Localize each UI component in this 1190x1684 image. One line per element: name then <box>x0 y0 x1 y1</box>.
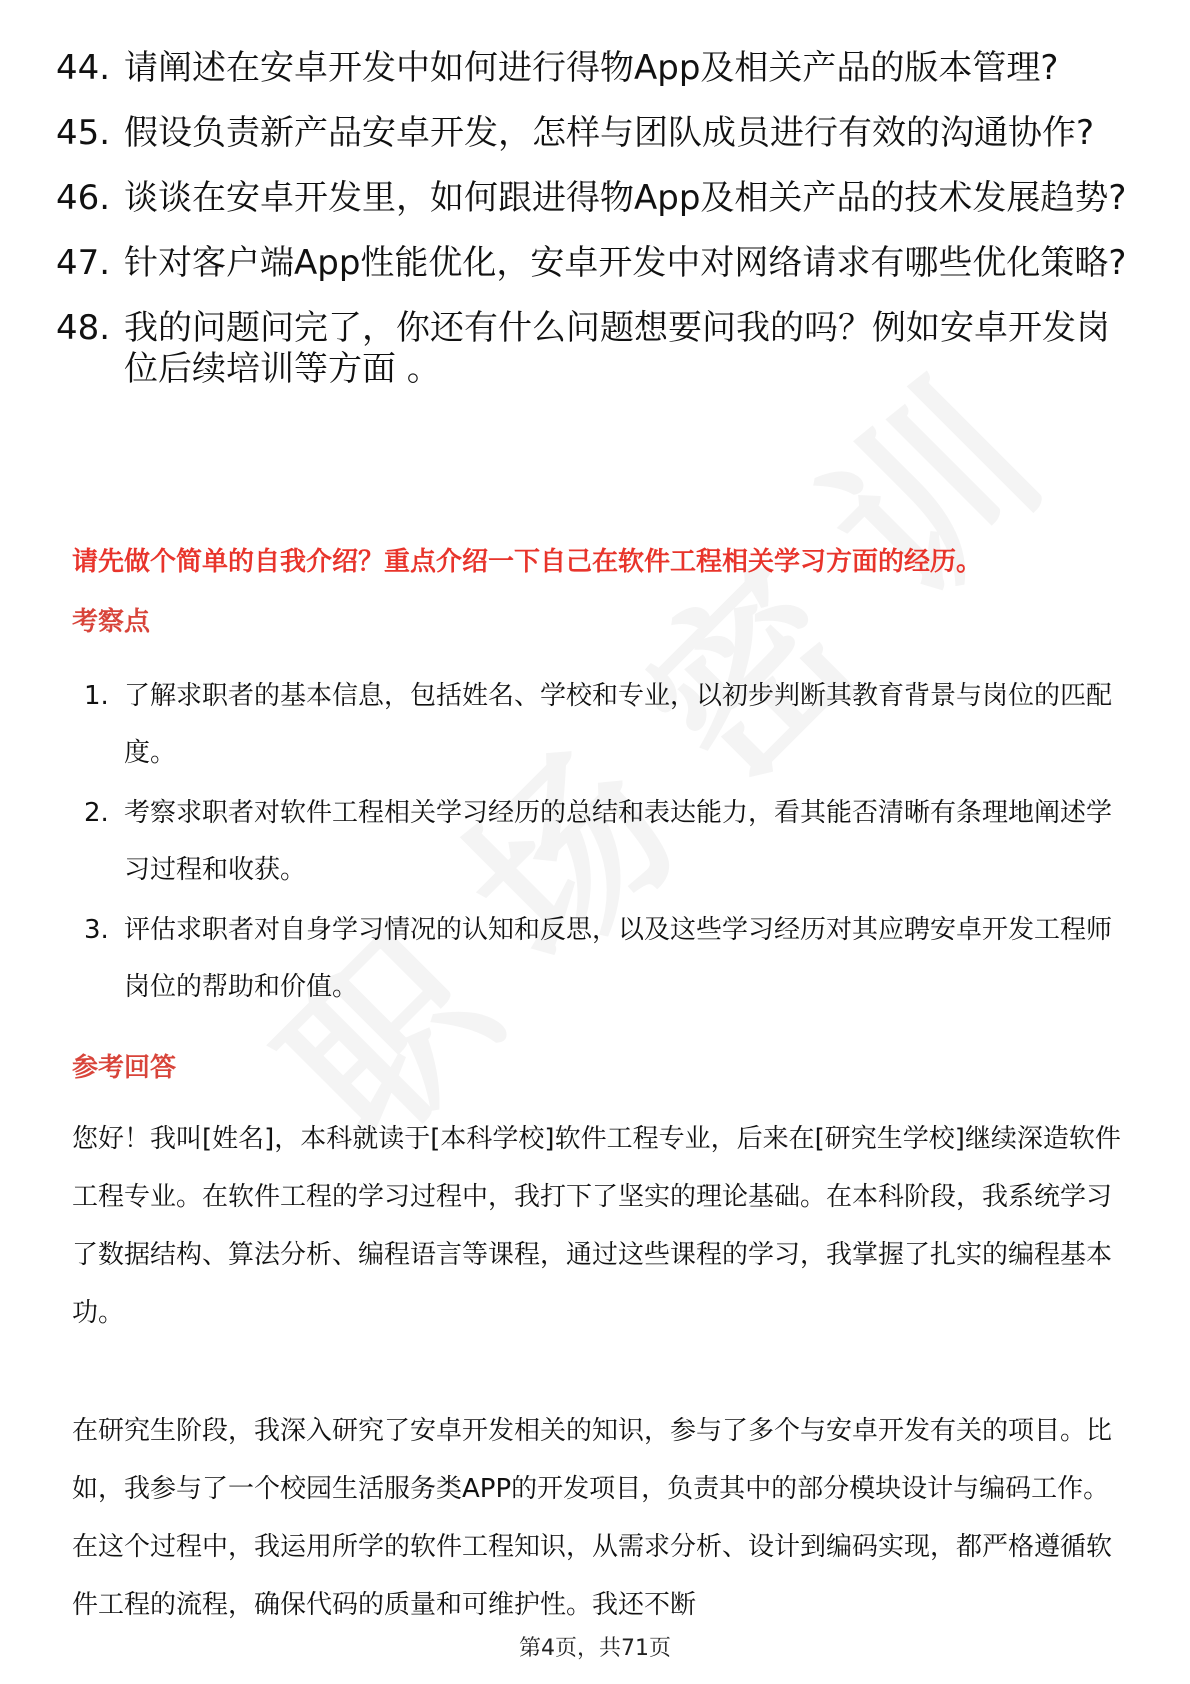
question-item <box>56 243 1136 284</box>
answer-paragraph: 在研究生阶段，我深入研究了安卓开发相关的知识，参与了多个与安卓开发有关的项目。比如，我参与了一个校园生活服务类APP的开发项目，负责其中的部分模块设计与编码工作。在这个过程中，我运用所学的软件工程知识，从需求分析、设计到编码实现，都严格遵循软件工程的流程，确保代码的质量和可维护性。我还不断 <box>72 1416 1113 1620</box>
kaocha-text: 了解求职者的基本信息，包括姓名、学校和专业，以初步判断其教育背景与岗位的匹配度。 <box>124 681 1113 768</box>
kaocha-text: 考察求职者对软件工程相关学习经历的总结和表达能力，看其能否清晰有条理地阐述学习过程和收获。 <box>124 798 1113 885</box>
cankao-label: 参考回答 <box>72 1053 177 1083</box>
kaocha-number: 3. <box>84 915 109 945</box>
question-number: 45. <box>56 113 111 153</box>
kaocha-number: 1. <box>84 681 109 711</box>
question-list <box>56 48 1136 414</box>
question-item <box>56 113 1136 154</box>
kaocha-list <box>84 668 1130 1019</box>
question-text: 假设负责新产品安卓开发，怎样与团队成员进行有效的沟通协作? <box>124 113 1095 153</box>
kaocha-text: 评估求职者对自身学习情况的认知和反思，以及这些学习经历对其应聘安卓开发工程师岗位的帮助和价值。 <box>124 915 1113 1002</box>
question-item <box>56 308 1136 390</box>
question-number: 44. <box>56 48 111 88</box>
kaocha-number: 2. <box>84 798 109 828</box>
question-text: 请阐述在安卓开发中如何进行得物App及相关产品的版本管理? <box>124 48 1059 88</box>
question-number: 47. <box>56 243 111 283</box>
kaocha-item <box>84 902 1130 1016</box>
question-text: 针对客户端App性能优化，安卓开发中对网络请求有哪些优化策略? <box>124 243 1127 283</box>
kaocha-label: 考察点 <box>72 607 151 637</box>
question-text: 我的问题问完了，你还有什么问题想要问我的吗？例如安卓开发岗位后续培训等方面 。 <box>124 308 1110 389</box>
question-number: 48. <box>56 308 111 348</box>
question-item <box>56 48 1136 89</box>
kaocha-item <box>84 668 1130 782</box>
question-number: 46. <box>56 178 111 218</box>
kaocha-item <box>84 785 1130 899</box>
question-text: 谈谈在安卓开发里，如何跟进得物App及相关产品的技术发展趋势? <box>124 178 1127 218</box>
page-footer: 第4页，共71页 <box>519 1636 671 1661</box>
answer-paragraph: 您好！我叫[姓名]，本科就读于[本科学校]软件工程专业，后来在[研究生学校]继续深造软件工程专业。在软件工程的学习过程中，我打下了坚实的理论基础。在本科阶段，我系统学习了数据结构、算法分析、编程语言等课程，通过这些课程的学习，我掌握了扎实的编程基本功。 <box>72 1124 1121 1328</box>
question-item <box>56 178 1136 219</box>
section-heading: 请先做个简单的自我介绍？重点介绍一下自己在软件工程相关学习方面的经历。 <box>72 547 983 577</box>
